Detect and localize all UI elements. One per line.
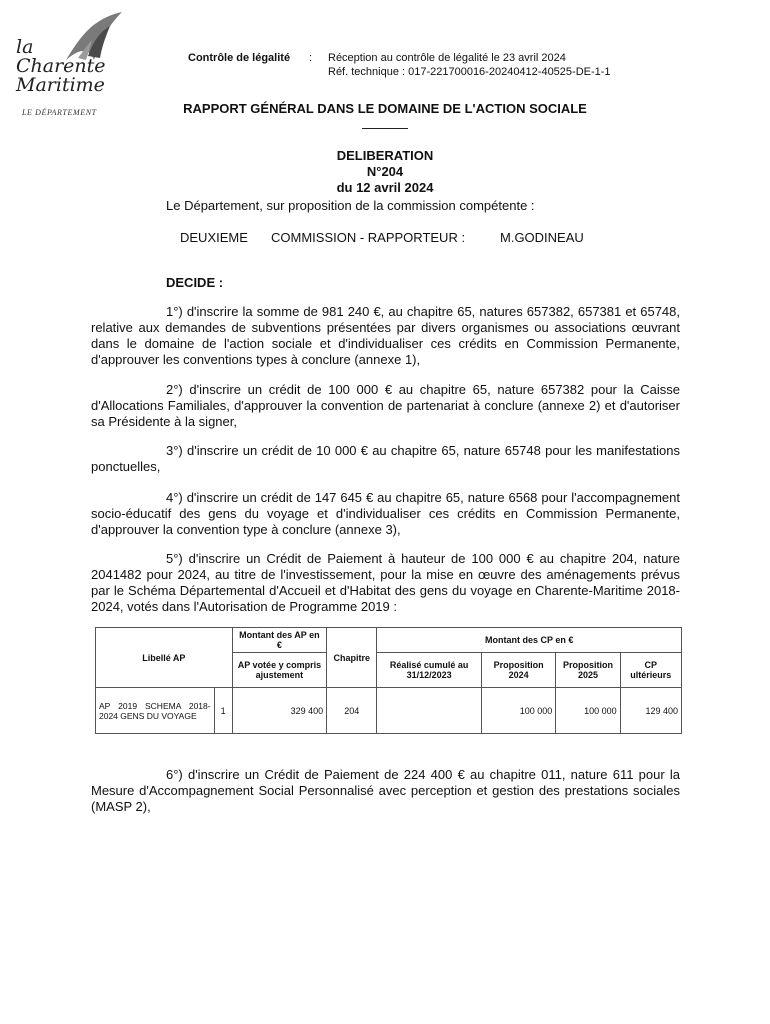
logo-subtitle: LE DÉPARTEMENT bbox=[22, 108, 97, 117]
paragraph-2 bbox=[91, 382, 680, 430]
cell-ap-votee: 329 400 bbox=[232, 688, 326, 734]
logo-line-1: la bbox=[16, 36, 34, 58]
control-label: Contrôle de légalité bbox=[188, 52, 291, 64]
rapporteur-name: M.GODINEAU bbox=[500, 230, 584, 245]
commission-name: DEUXIEME bbox=[180, 230, 248, 245]
paragraph-5-text: 5°) d'inscrire un Crédit de Paiement à hauteur de 100 000 € au chapitre 204, nature 2041482 pour 2024, au titre de l'investissement, pour la mise en œuvre des aménagements prévus par le Schéma Départemental d'Accueil et d'Habitat des gens du voyage en Charente-Maritime 2018-2024, votés dans l'Autorisation de Programme 2019 : bbox=[91, 551, 680, 614]
paragraph-1-text: 1°) d'inscrire la somme de 981 240 €, au chapitre 65, natures 657382, 657381 et 65748, relative aux demandes de subventions présentées par divers organismes ou associations œuvrant dans le domaine de l'action sociale et d'individualiser ces crédits en Commission Permanente, d'approuver les conventions types à conclure (annexe 1), bbox=[91, 304, 680, 367]
deliberation-label: DELIBERATION bbox=[336, 148, 434, 163]
paragraph-1 bbox=[91, 304, 680, 368]
paragraph-4 bbox=[91, 490, 680, 538]
control-colon: : bbox=[309, 52, 313, 64]
paragraph-3 bbox=[91, 443, 680, 475]
cell-chapitre: 204 bbox=[327, 688, 377, 734]
cell-realise bbox=[377, 688, 482, 734]
header-prop-2024: Proposition 2024 bbox=[481, 653, 555, 688]
paragraph-2-text: 2°) d'inscrire un crédit de 100 000 € au chapitre 65, nature 657382 pour la Caisse d'Allocations Familiales, d'approuver la convention de partenariat à conclure (annexe 2) et d'autoriser sa Présidente à la signer, bbox=[91, 382, 680, 429]
paragraph-3-text: 3°) d'inscrire un crédit de 10 000 € au chapitre 65, nature 65748 pour les manifestations ponctuelles, bbox=[91, 443, 680, 474]
paragraph-6-text: 6°) d'inscrire un Crédit de Paiement de 224 400 € au chapitre 011, nature 611 pour la Mesure d'Accompagnement Social Personnalisé avec perception et gestion des prestations sociales (MASP 2), bbox=[91, 767, 680, 814]
logo-line-3: Maritime bbox=[16, 74, 105, 96]
header-montant-ap: Montant des AP en € bbox=[232, 628, 326, 653]
cell-prop-2025: 100 000 bbox=[556, 688, 620, 734]
header-cp-ulterieurs: CP ultérieurs bbox=[620, 653, 681, 688]
cell-cp-ulterieurs: 129 400 bbox=[620, 688, 681, 734]
header-libelle: Libellé AP bbox=[96, 628, 233, 688]
deliberation-date: du 12 avril 2024 bbox=[336, 180, 434, 195]
header-prop-2025: Proposition 2025 bbox=[556, 653, 620, 688]
header-ap-votee: AP votée y compris ajustement bbox=[232, 653, 326, 688]
table-row bbox=[96, 688, 682, 734]
cell-index: 1 bbox=[214, 688, 232, 734]
deliberation-number: N°204 bbox=[366, 164, 404, 179]
cell-prop-2024: 100 000 bbox=[481, 688, 555, 734]
ap-table bbox=[95, 627, 682, 734]
header-montant-cp: Montant des CP en € bbox=[377, 628, 682, 653]
cell-libelle: AP 2019 SCHEMA 2018-2024 GENS DU VOYAGE bbox=[96, 688, 215, 734]
technical-reference: Réf. technique : 017-221700016-20240412-40525-DE-1-1 bbox=[328, 66, 611, 78]
decide-heading: DECIDE : bbox=[166, 275, 224, 290]
header-realise: Réalisé cumulé au 31/12/2023 bbox=[377, 653, 482, 688]
logo-wordmark bbox=[16, 38, 106, 95]
commission-role: COMMISSION - RAPPORTEUR : bbox=[271, 230, 466, 245]
intro-text: Le Département, sur proposition de la commission compétente : bbox=[166, 198, 535, 213]
paragraph-6 bbox=[91, 767, 680, 815]
header-chapitre: Chapitre bbox=[327, 628, 377, 688]
reception-text: Réception au contrôle de légalité le 23 avril 2024 bbox=[328, 52, 566, 64]
department-logo bbox=[10, 10, 150, 120]
paragraph-4-text: 4°) d'inscrire un crédit de 147 645 € au chapitre 65, nature 6568 pour l'accompagnement socio-éducatif des gens du voyage et d'individualiser ces crédits en Commission Permanente, d'approuver la convention type à conclure (annexe 3), bbox=[91, 490, 680, 537]
title-divider bbox=[362, 128, 408, 129]
report-title: RAPPORT GÉNÉRAL DANS LE DOMAINE DE L'ACTION SOCIALE bbox=[183, 101, 587, 116]
logo-line-2: Charente bbox=[16, 55, 106, 77]
paragraph-5 bbox=[91, 551, 680, 615]
